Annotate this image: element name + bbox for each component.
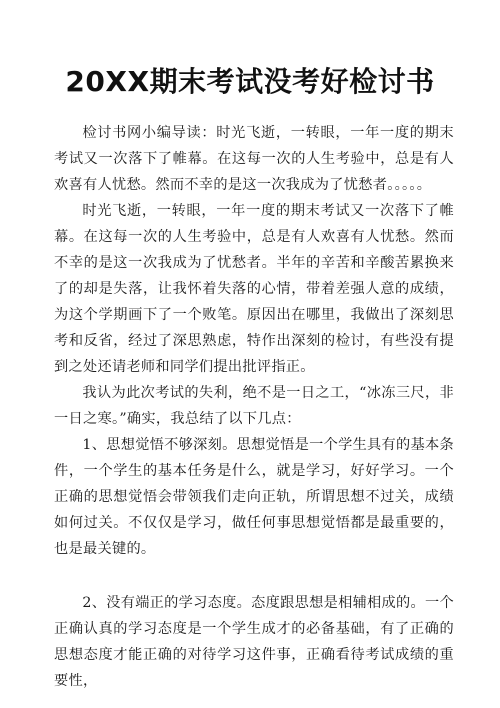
paragraph-spacer	[54, 562, 454, 590]
body-paragraph: 时光飞逝，一转眼，一年一度的期末考试又一次落下了帷幕。在这每一次的人生考验中，总是有人欢喜有人忧愁。然而不幸的是这一次我成为了忧愁者。半年的辛苦和辛酸苦累换来了的却是失落，让我怀着失落的心情，带着差强人意的成绩，为这个学期画下了一个败笔。原因出在哪里，我做出了深刻思考和反省，经过了深思熟虑，特作出深刻的检讨，有些没有提到之处还请老师和同学们提出批评指正。	[54, 203, 454, 375]
document-body	[54, 120, 454, 694]
intro-paragraph: 检讨书网小编导读：时光飞逝，一转眼，一年一度的期末考试又一次落下了帷幕。在这每一次的人生考验中，总是有人欢喜有人忧愁。然而不幸的是这一次我成为了忧愁者。。。。。	[54, 125, 454, 193]
point-paragraph: 2、没有端正的学习态度。态度跟思想是相辅相成的。一个正确认真的学习态度是一个学生成才的必备基础，有了正确的思想态度才能正确的对待学习这件事，正确看待考试成绩的重要性，	[54, 595, 454, 689]
body-paragraph: 我认为此次考试的失利，绝不是一日之工，“冰冻三尺，非一日之寒。”确实，我总结了以下几点：	[54, 385, 454, 427]
document-title: 20XX期末考试没考好检讨书	[65, 65, 435, 98]
point-paragraph: 1、思想觉悟不够深刻。思想觉悟是一个学生具有的基本条件，一个学生的基本任务是什么，就是学习，好好学习。一个正确的思想觉悟会带领我们走向正轨，所谓思想不过关，成绩如何过关。不仅仅是学习，做任何事思想觉悟都是最重要的，也是最关键的。	[54, 437, 454, 557]
